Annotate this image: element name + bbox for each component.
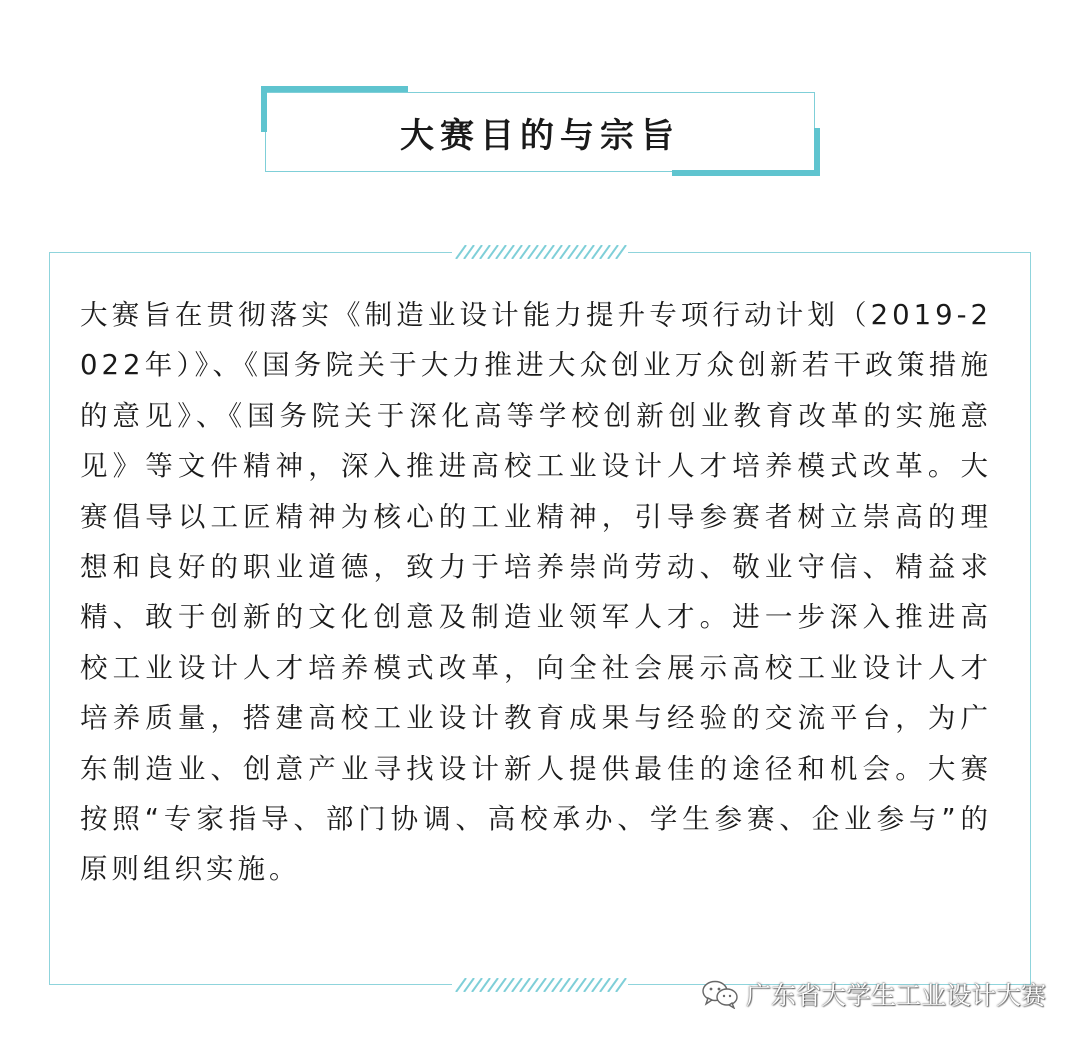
watermark: [700, 976, 1046, 1012]
watermark-text: 广东省大学生工业设计大赛: [745, 981, 1046, 1010]
hatch-ornament-bottom: [452, 978, 628, 992]
wechat-icon: [700, 979, 740, 1009]
hatch-ornament-top: [452, 245, 628, 259]
body-paragraph: 大赛旨在贯彻落实《制造业设计能力提升专项行动计划（2019-2022年）》、《国务院关于大力推进大众创业万众创新若干政策措施的意见》、《国务院关于深化高等学校创新创业教育改革的实施意见》等文件精神，深入推进高校工业设计人才培养模式改革。大赛倡导以工匠精神为核心的工业精神，引导参赛者树立崇高的理想和良好的职业道德，致力于培养崇尚劳动、敬业守信、精益求精、敢于创新的文化创意及制造业领军人才。进一步深入推进高校工业设计人才培养模式改革，向全社会展示高校工业设计人才培养质量，搭建高校工业设计教育成果与经验的交流平台，为广东制造业、创意产业寻找设计新人提供最佳的途径和机会。大赛按照“专家指导、部门协调、高校承办、学生参赛、企业参与”的原则组织实施。: [80, 299, 992, 886]
section-title: 大赛目的与宗旨: [400, 115, 680, 156]
